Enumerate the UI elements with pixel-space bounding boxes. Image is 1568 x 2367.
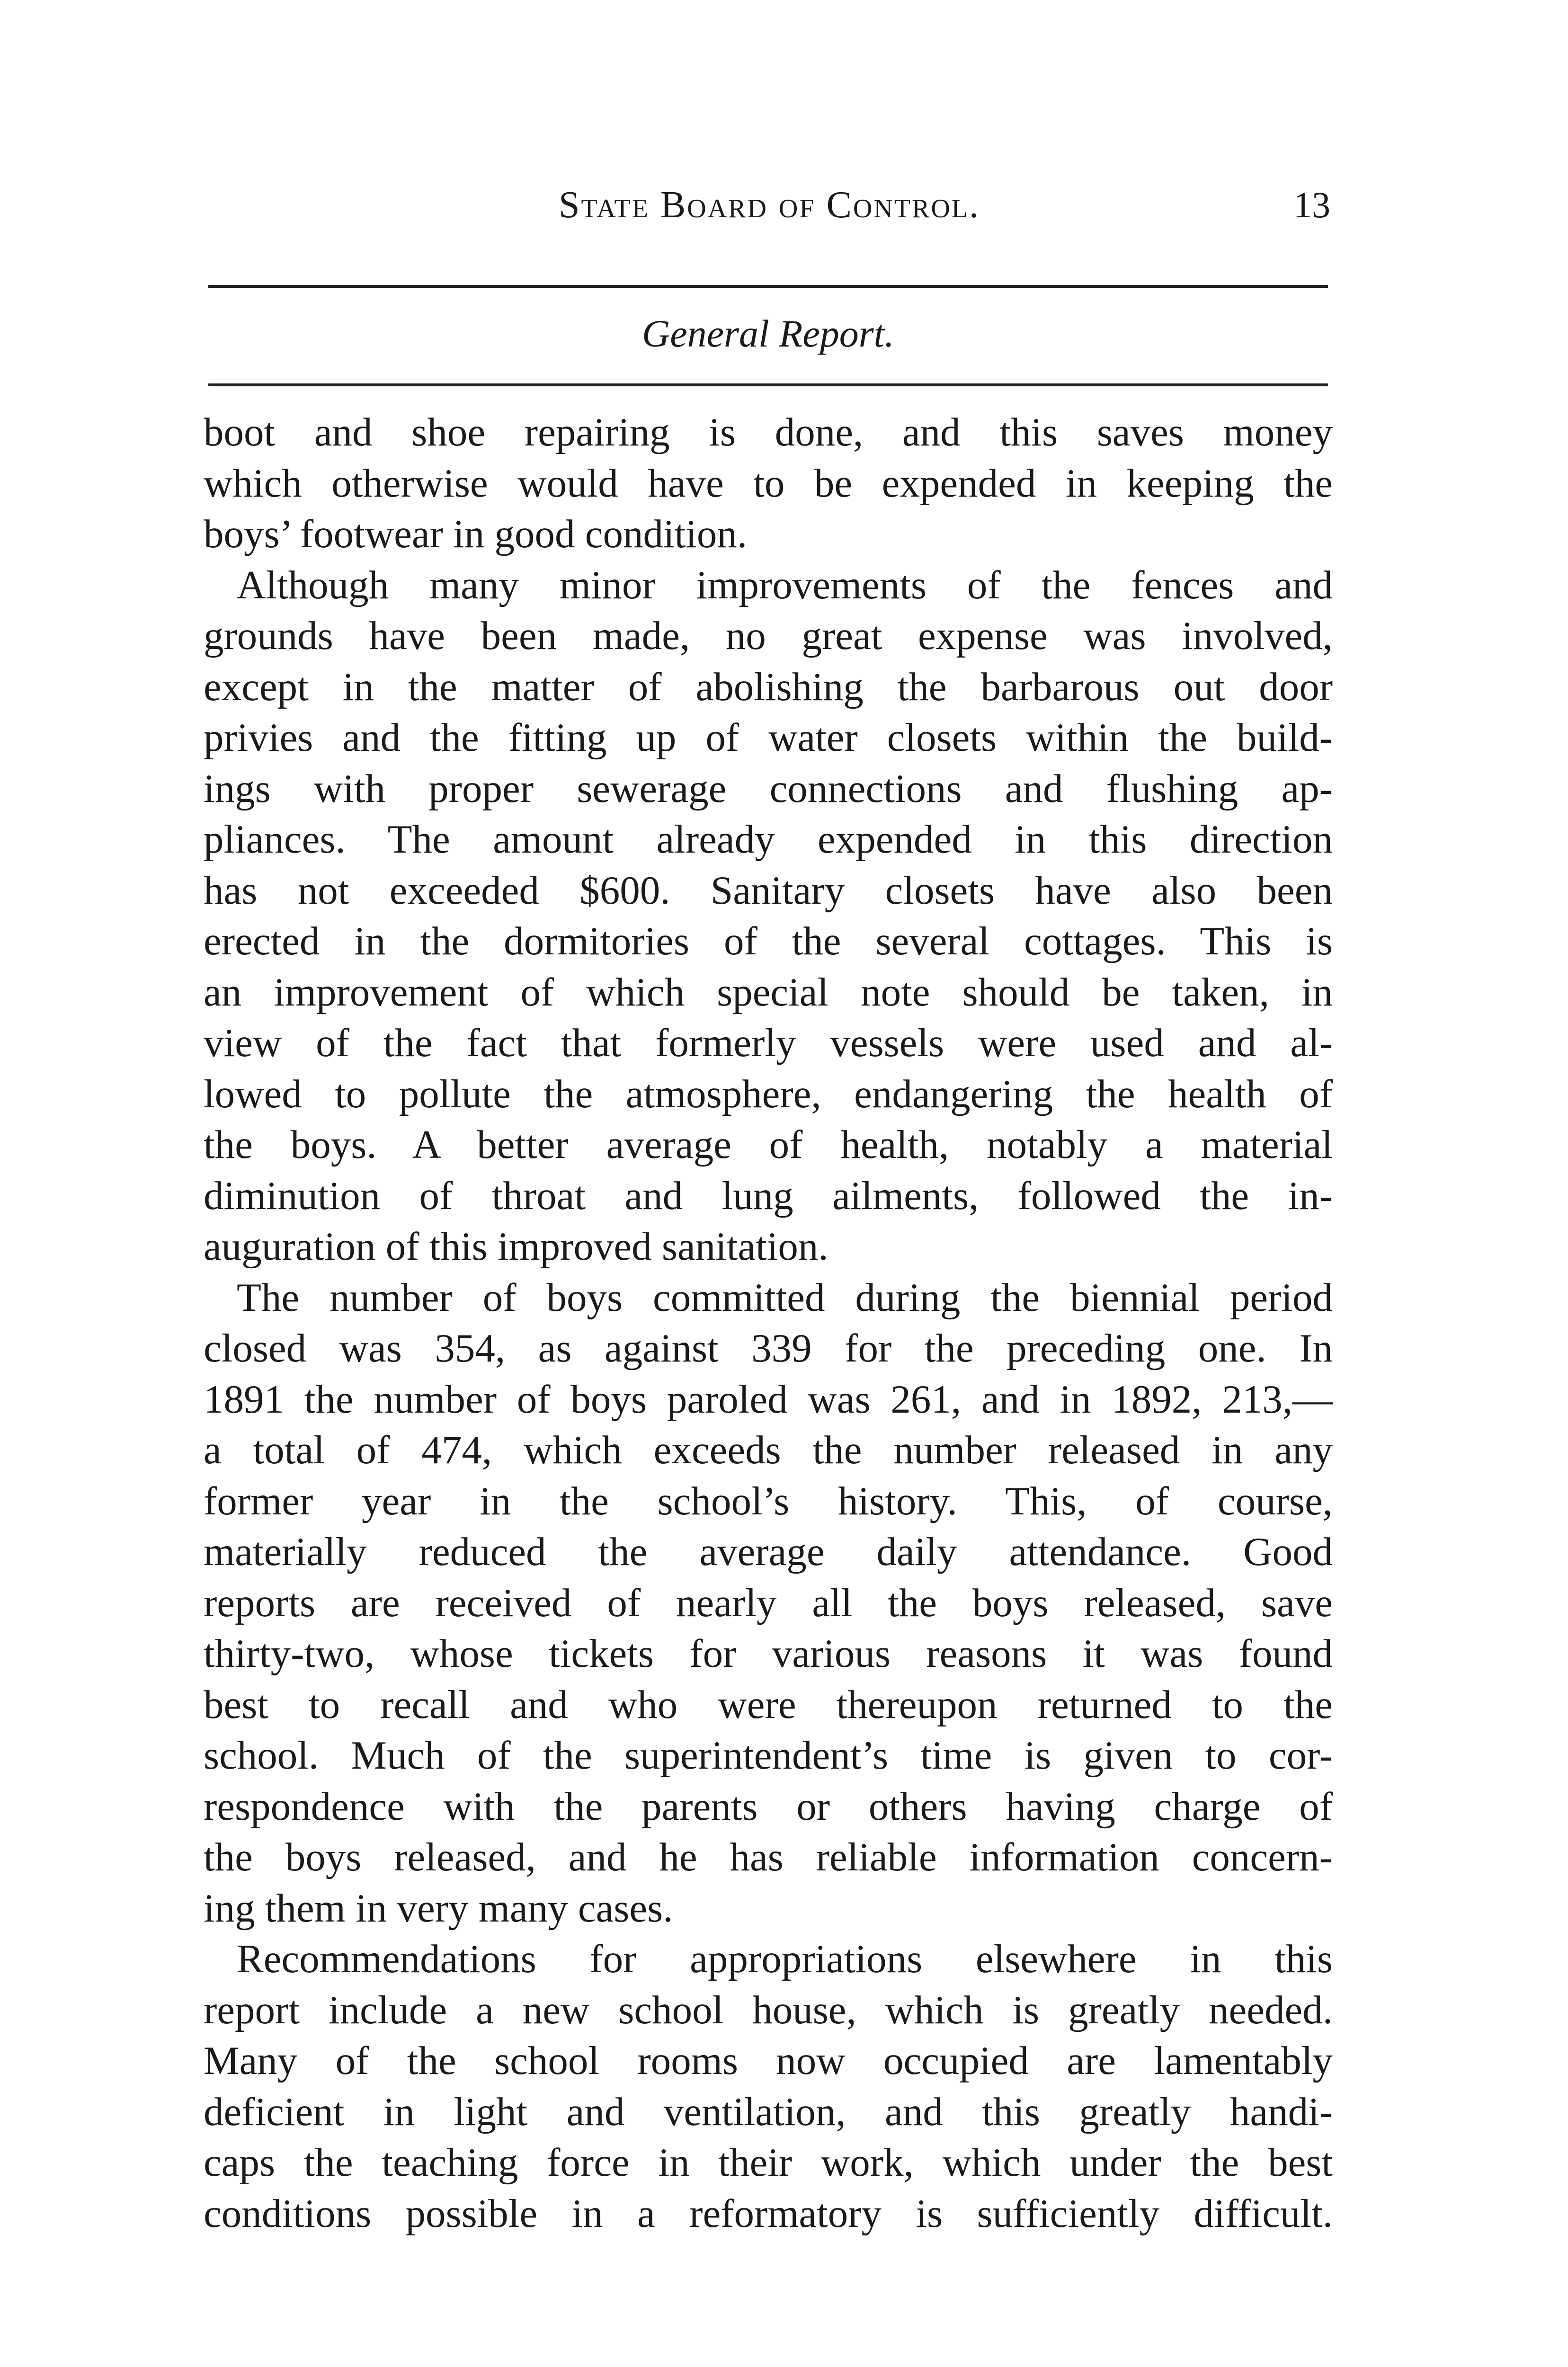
- text-line: 1891 the number of boys paroled was 261, and in 1892, 213,—: [204, 1377, 1333, 1422]
- text-line: lowed to pollute the atmosphere, endangering the health of: [204, 1071, 1333, 1116]
- section-title: General Report.: [642, 312, 894, 355]
- text-line: respondence with the parents or others having charge of: [204, 1784, 1333, 1829]
- text-line: Many of the school rooms now occupied are lamentably: [204, 2038, 1333, 2083]
- text-line: thirty-two, whose tickets for various reasons it was found: [204, 1631, 1333, 1676]
- text-line: Recommendations for appropriations elsewhere in this: [237, 1937, 1333, 1981]
- text-line: closed was 354, as against 339 for the preceding one. In: [204, 1326, 1333, 1370]
- text-line: caps the teaching force in their work, which under the best: [204, 2140, 1333, 2185]
- text-line: privies and the fitting up of water closets within the build-: [204, 715, 1333, 760]
- text-line: reports are received of nearly all the boys released, save: [204, 1580, 1333, 1625]
- text-line: erected in the dormitories of the several cottages. This is: [204, 919, 1333, 963]
- text-line: ing them in very many cases.: [204, 1886, 673, 1931]
- text-line: boot and shoe repairing is done, and this saves money: [204, 410, 1333, 454]
- text-line: report include a new school house, which is greatly needed.: [204, 1987, 1333, 2032]
- text-line: pliances. The amount already expended in this direction: [204, 817, 1333, 862]
- text-line: deficient in light and ventilation, and this greatly handi-: [204, 2089, 1333, 2134]
- text-line: which otherwise would have to be expended in keeping the: [204, 461, 1333, 506]
- text-line: Although many minor improvements of the fences and: [237, 562, 1333, 607]
- text-line: view of the fact that formerly vessels were used and al-: [204, 1021, 1333, 1065]
- text-line: except in the matter of abolishing the barbarous out door: [204, 664, 1333, 709]
- text-line: conditions possible in a reformatory is sufficiently difficult.: [204, 2191, 1333, 2236]
- text-line: the boys. A better average of health, notably a material: [204, 1122, 1333, 1167]
- text-line: an improvement of which special note should be taken, in: [204, 970, 1333, 1014]
- text-line: has not exceeded $600. Sanitary closets have also been: [204, 868, 1333, 913]
- running-head: [208, 179, 1330, 231]
- header-rule-bottom: [208, 383, 1328, 386]
- page-number: 13: [1293, 184, 1330, 225]
- running-title: State Board of Control.: [559, 184, 980, 226]
- body-text: [204, 407, 1333, 2239]
- text-line: the boys released, and he has reliable information concern-: [204, 1835, 1333, 1879]
- text-line: best to recall and who were thereupon returned to the: [204, 1682, 1333, 1727]
- text-line: a total of 474, which exceeds the number released in any: [204, 1428, 1333, 1472]
- header-rule-top: [208, 285, 1328, 288]
- text-line: former year in the school’s history. This, of course,: [204, 1478, 1333, 1523]
- text-line: boys’ footwear in good condition.: [204, 512, 748, 556]
- text-line: auguration of this improved sanitation.: [204, 1224, 829, 1269]
- text-line: grounds have been made, no great expense was involved,: [204, 614, 1333, 658]
- text-line: The number of boys committed during the biennial period: [237, 1275, 1333, 1320]
- text-line: diminution of throat and lung ailments, followed the in-: [204, 1173, 1333, 1218]
- text-line: school. Much of the superintendent’s time is given to cor-: [204, 1733, 1333, 1778]
- text-line: materially reduced the average daily attendance. Good: [204, 1530, 1333, 1574]
- text-line: ings with proper sewerage connections and flushing ap-: [204, 766, 1333, 811]
